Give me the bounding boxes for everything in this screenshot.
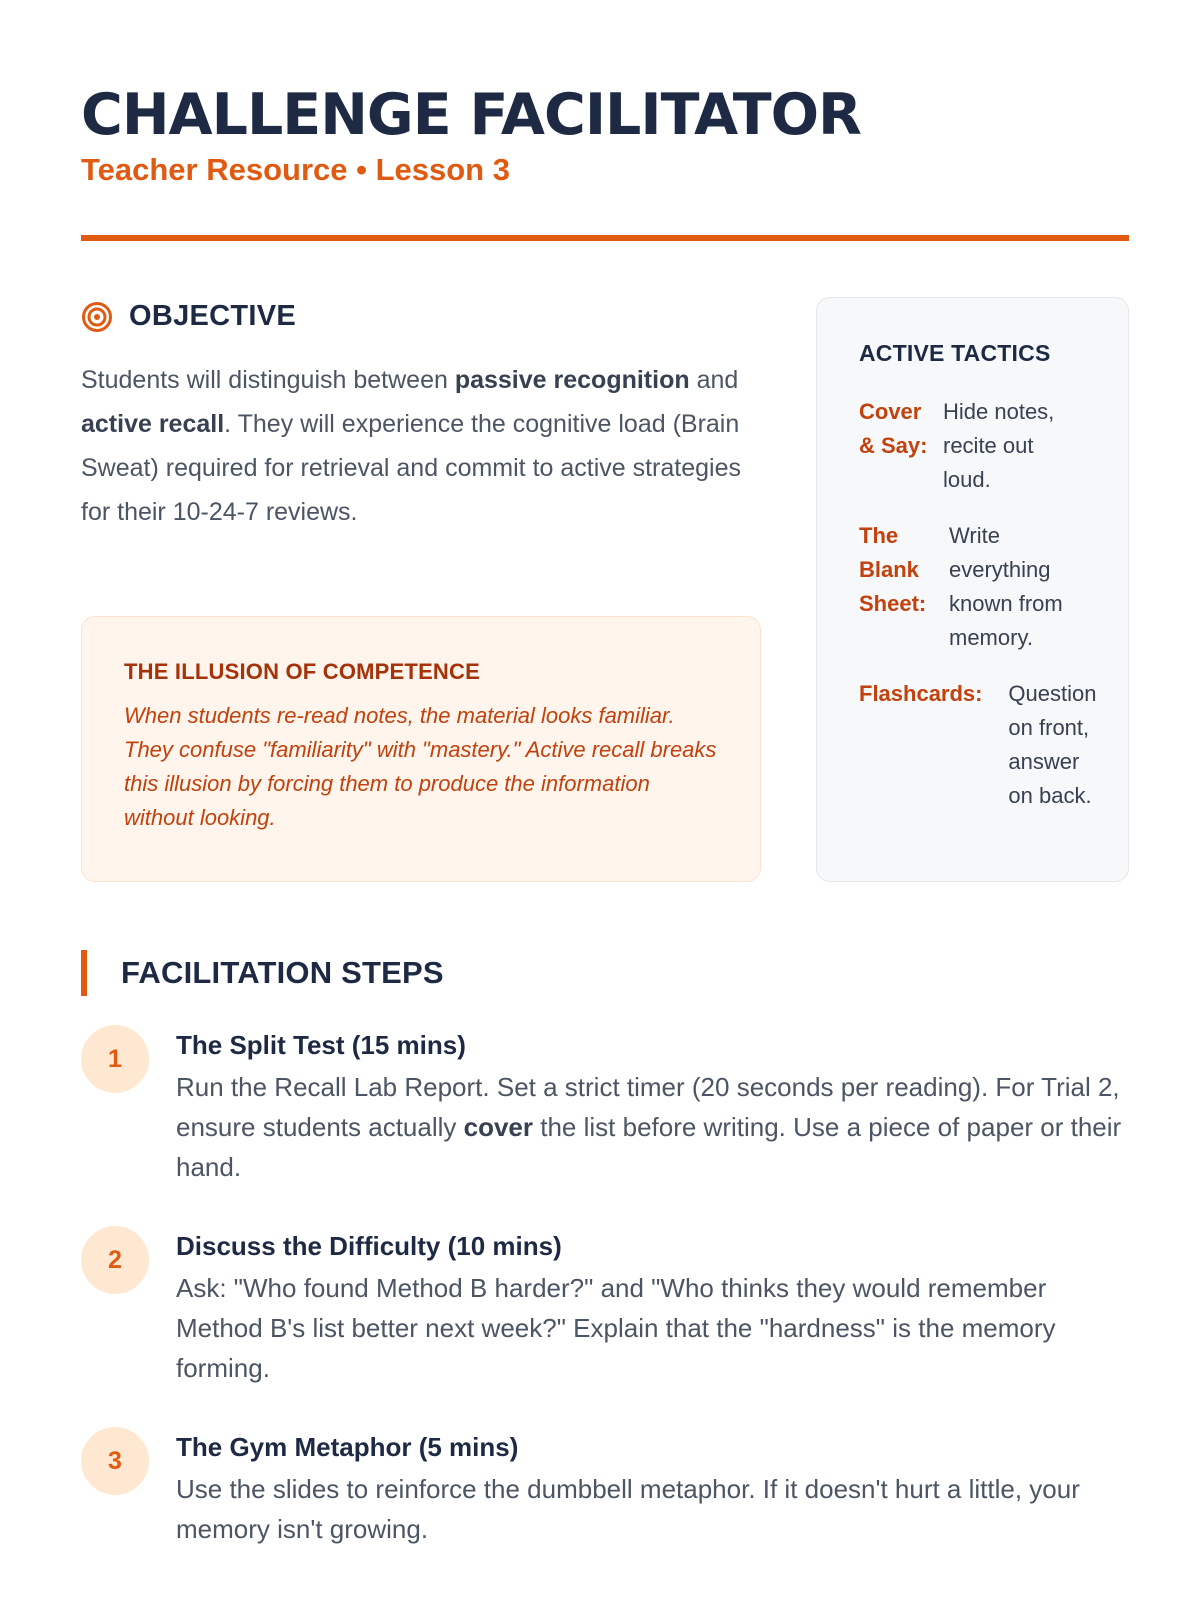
tactic-desc: Question on front, answer on back. [1008, 681, 1097, 808]
steps-label: FACILITATION STEPS [121, 955, 444, 990]
tactic-item [859, 395, 1108, 497]
tactics-heading: ACTIVE TACTICS [859, 340, 1051, 366]
step-body: Use the slides to reinforce the dumbbell metaphor. If it doesn't hurt a little, your memory isn't growing. [176, 1474, 1080, 1544]
page-title: CHALLENGE FACILITATOR [81, 82, 861, 148]
step-title: The Gym Metaphor (5 mins) [176, 1432, 519, 1462]
step-number-badge: 1 [81, 1025, 149, 1093]
target-icon [81, 301, 113, 333]
step-number-badge: 2 [81, 1226, 149, 1294]
page-subtitle: Teacher Resource • Lesson 3 [81, 152, 510, 187]
illusion-callout [81, 616, 761, 882]
tactic-term: The Blank Sheet: [859, 523, 927, 616]
step-number-badge: 3 [81, 1427, 149, 1495]
resource-page [81, 0, 1129, 1600]
tactic-term: Cover & Say: [859, 399, 928, 458]
tactic-item [859, 677, 1108, 813]
objective-label: OBJECTIVE [129, 300, 297, 332]
steps-heading [81, 950, 444, 996]
step-title: The Split Test (15 mins) [176, 1030, 466, 1060]
header-divider [81, 235, 1129, 241]
active-tactics-panel [816, 297, 1129, 882]
step-body: Run the Recall Lab Report. Set a strict timer (20 seconds per reading). For Trial 2, ensure students actually cover the list before writing. Use a piece of paper or their hand. [176, 1072, 1122, 1182]
step-title: Discuss the Difficulty (10 mins) [176, 1231, 562, 1261]
emphasis-cover: cover [463, 1112, 534, 1142]
objective-text: Students will distinguish between passive recognition and active recall. They will experience the cognitive load (Brain Sweat) required for retrieval and commit to active strategies for their 10-24-7 reviews. [81, 366, 741, 526]
tactic-desc: Hide notes, recite out loud. [943, 399, 1055, 492]
tactic-desc: Write everything known from memory. [949, 523, 1063, 650]
step-body: Ask: "Who found Method B harder?" and "Who thinks they would remember Method B's list better next week?" Explain that the "hardness" is the memory forming. [176, 1273, 1056, 1383]
objective-heading [81, 300, 296, 333]
term-passive-recognition: passive recognition [454, 366, 690, 394]
heading-accent-bar [81, 950, 87, 996]
tactic-term: Flashcards: [859, 681, 983, 706]
tactic-item [859, 519, 1108, 655]
illusion-heading: THE ILLUSION OF COMPETENCE [124, 659, 480, 684]
term-active-recall: active recall [81, 410, 225, 438]
illusion-body: When students re-read notes, the material looks familiar. They confuse "familiarity" with "mastery." Active recall breaks this illusion by forcing them to produce the information without looking. [124, 703, 717, 830]
